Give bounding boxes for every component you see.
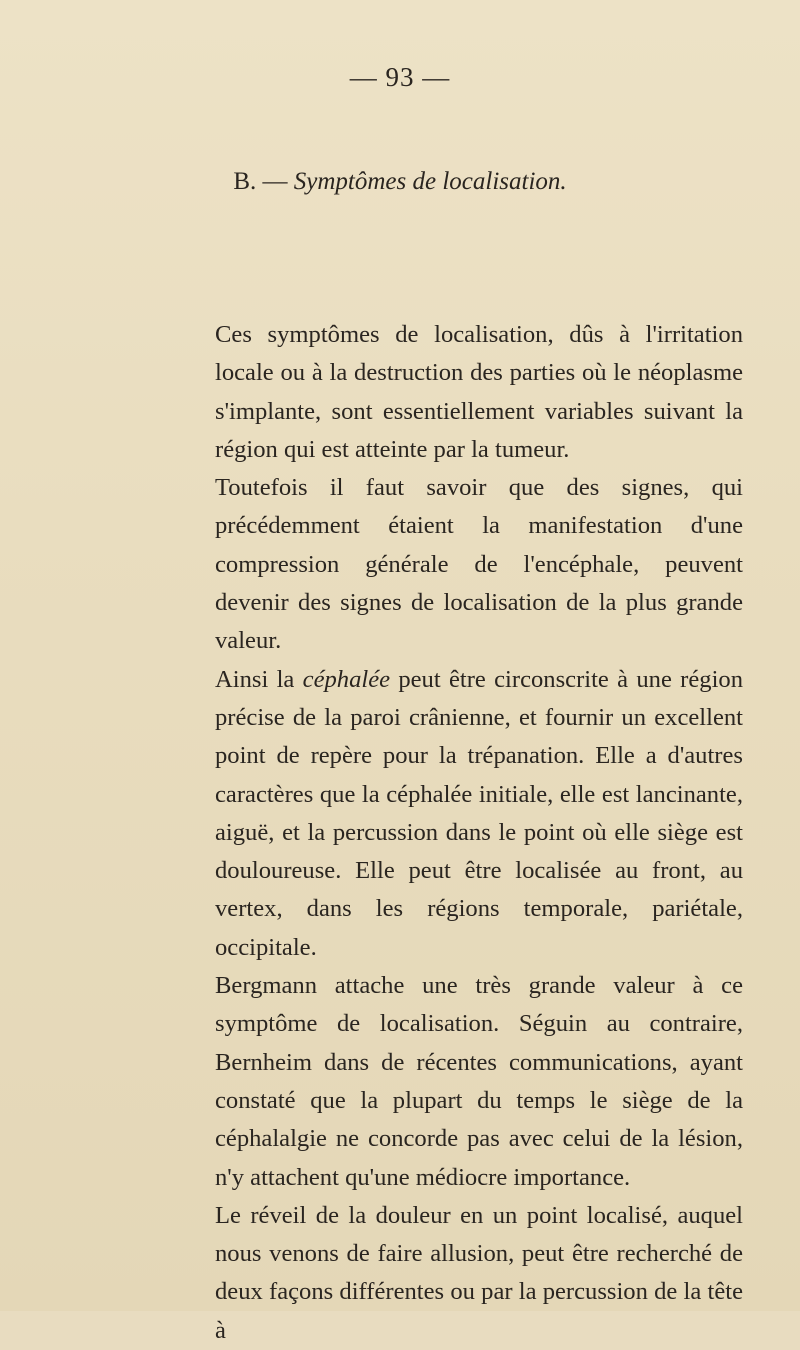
paragraph-3-after: peut être circonscrite à une région précise de la paroi crânienne, et fournir un excellent point de repère pour la trépanation. Elle a d'autres caractères que la céphalée initiale, elle est lancinante, aiguë, et la percussion dans le point où elle siège est douloureuse. Elle peut être localisée au front, au vertex, dans les régions temporale, pariétale, occipitale. bbox=[215, 665, 743, 961]
paragraph-4-text: Bergmann attache une très grande valeur à ce symptôme de localisation. Séguin au contraire, Bernheim dans de récentes communications, ayant constaté que la plupart du temps le siège de la céphalalgie ne concorde pas avec celui de la lésion, n'y attachent qu'une médiocre importance. bbox=[215, 972, 743, 1191]
section-title: Symptômes de localisation. bbox=[293, 168, 567, 195]
paragraph-4 bbox=[215, 967, 743, 1197]
emphasized-term: céphalée bbox=[302, 665, 391, 693]
paragraph-1-text: Ces symptômes de localisation, dûs à l'irritation locale ou à la destruction des parties où le néoplasme s'implante, sont essentiellement variables suivant la région qui est atteinte par la tumeur. bbox=[215, 321, 743, 463]
paragraph-5-text: Le réveil de la douleur en un point localisé, auquel nous venons de faire allusion, peut être recherché de deux façons différentes ou par la percussion de la tête à bbox=[215, 1201, 743, 1344]
body-text bbox=[215, 316, 743, 1350]
paragraph-3 bbox=[215, 661, 743, 967]
section-heading bbox=[0, 168, 800, 196]
paragraph-1 bbox=[215, 316, 743, 469]
paragraph-5 bbox=[215, 1197, 743, 1350]
paragraph-2-text: Toutefois il faut savoir que des signes, qui précédemment étaient la manifestation d'une compression générale de l'encéphale, peuvent devenir des signes de localisation de la plus grande valeur. bbox=[215, 474, 743, 655]
paragraph-2 bbox=[215, 469, 743, 660]
paragraph-3-before: Ainsi la bbox=[215, 665, 303, 693]
page-number: — 93 — bbox=[349, 62, 451, 92]
section-label: B. — bbox=[233, 168, 294, 195]
